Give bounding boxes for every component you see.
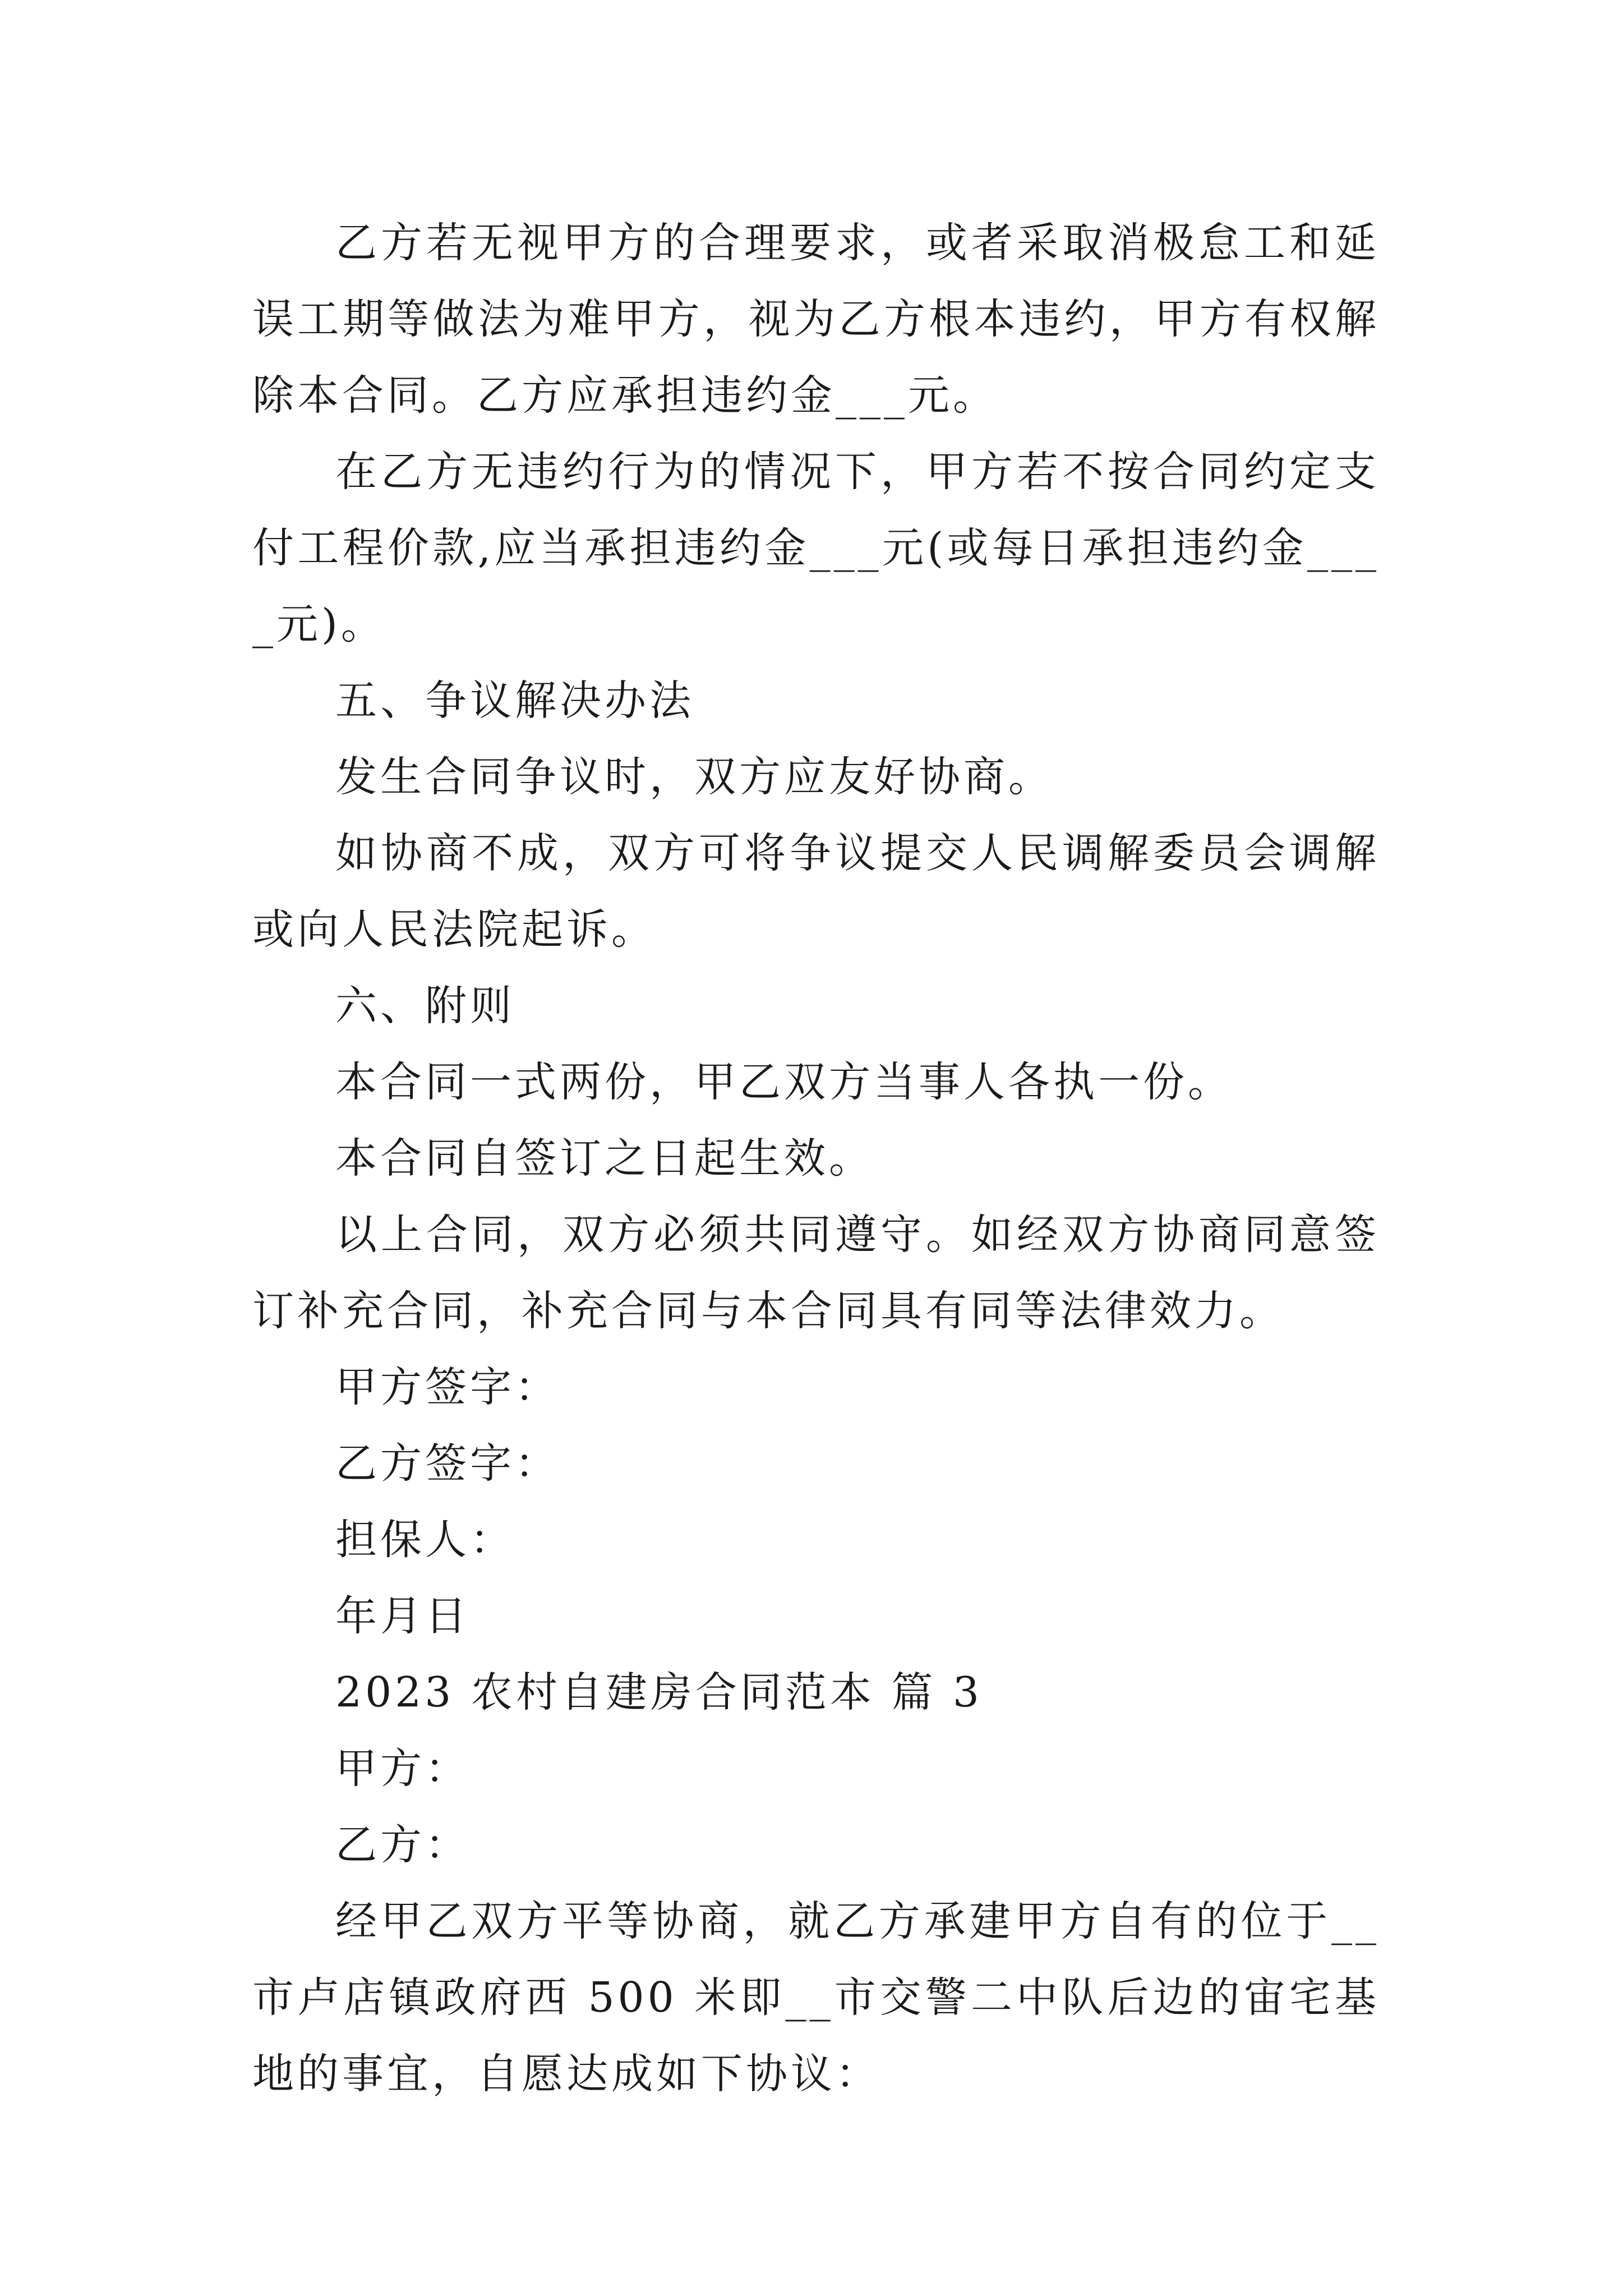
party-b-label: 乙方：: [335, 1821, 470, 1869]
contract-title: 2023 农村自建房合同范本 篇 3: [335, 1668, 983, 1717]
signature-party-a: 甲方签字：: [335, 1363, 560, 1411]
section-heading-dispute: 五、争议解决办法: [335, 677, 694, 725]
paragraph-negotiation: 发生合同争议时，双方应友好协商。: [335, 753, 1053, 801]
paragraph-mediation: 如协商不成，双方可将争议提交人民调解委员会调解或向人民法院起诉。: [252, 829, 1380, 954]
signature-date: 年月日: [335, 1592, 470, 1640]
signature-guarantor: 担保人：: [335, 1516, 515, 1564]
paragraph-payment-penalty: 在乙方无违约行为的情况下，甲方若不按合同约定支付工程价款,应当承担违约金___元(或每日承担违约金____元)。: [252, 448, 1380, 648]
paragraph-supplementary: 以上合同，双方必须共同遵守。如经双方协商同意签订补充合同，补充合同与本合同具有同等法律效力。: [252, 1211, 1380, 1335]
paragraph-effective: 本合同自签订之日起生效。: [335, 1134, 874, 1182]
party-a-label: 甲方：: [335, 1745, 470, 1793]
paragraph-agreement-intro: 经甲乙双方平等协商，就乙方承建甲方自有的位于__市卢店镇政府西 500 米即__市交警二中队后边的宙宅基地的事宜，自愿达成如下协议：: [252, 1897, 1380, 2098]
document-page: [252, 205, 1380, 2112]
section-heading-appendix: 六、附则: [335, 982, 515, 1030]
signature-party-b: 乙方签字：: [335, 1439, 560, 1488]
paragraph-copies: 本合同一式两份，甲乙双方当事人各执一份。: [335, 1058, 1233, 1106]
paragraph-breach-obligation: 乙方若无视甲方的合理要求，或者采取消极怠工和延误工期等做法为难甲方，视为乙方根本违约，甲方有权解除本合同。乙方应承担违约金___元。: [252, 219, 1380, 420]
